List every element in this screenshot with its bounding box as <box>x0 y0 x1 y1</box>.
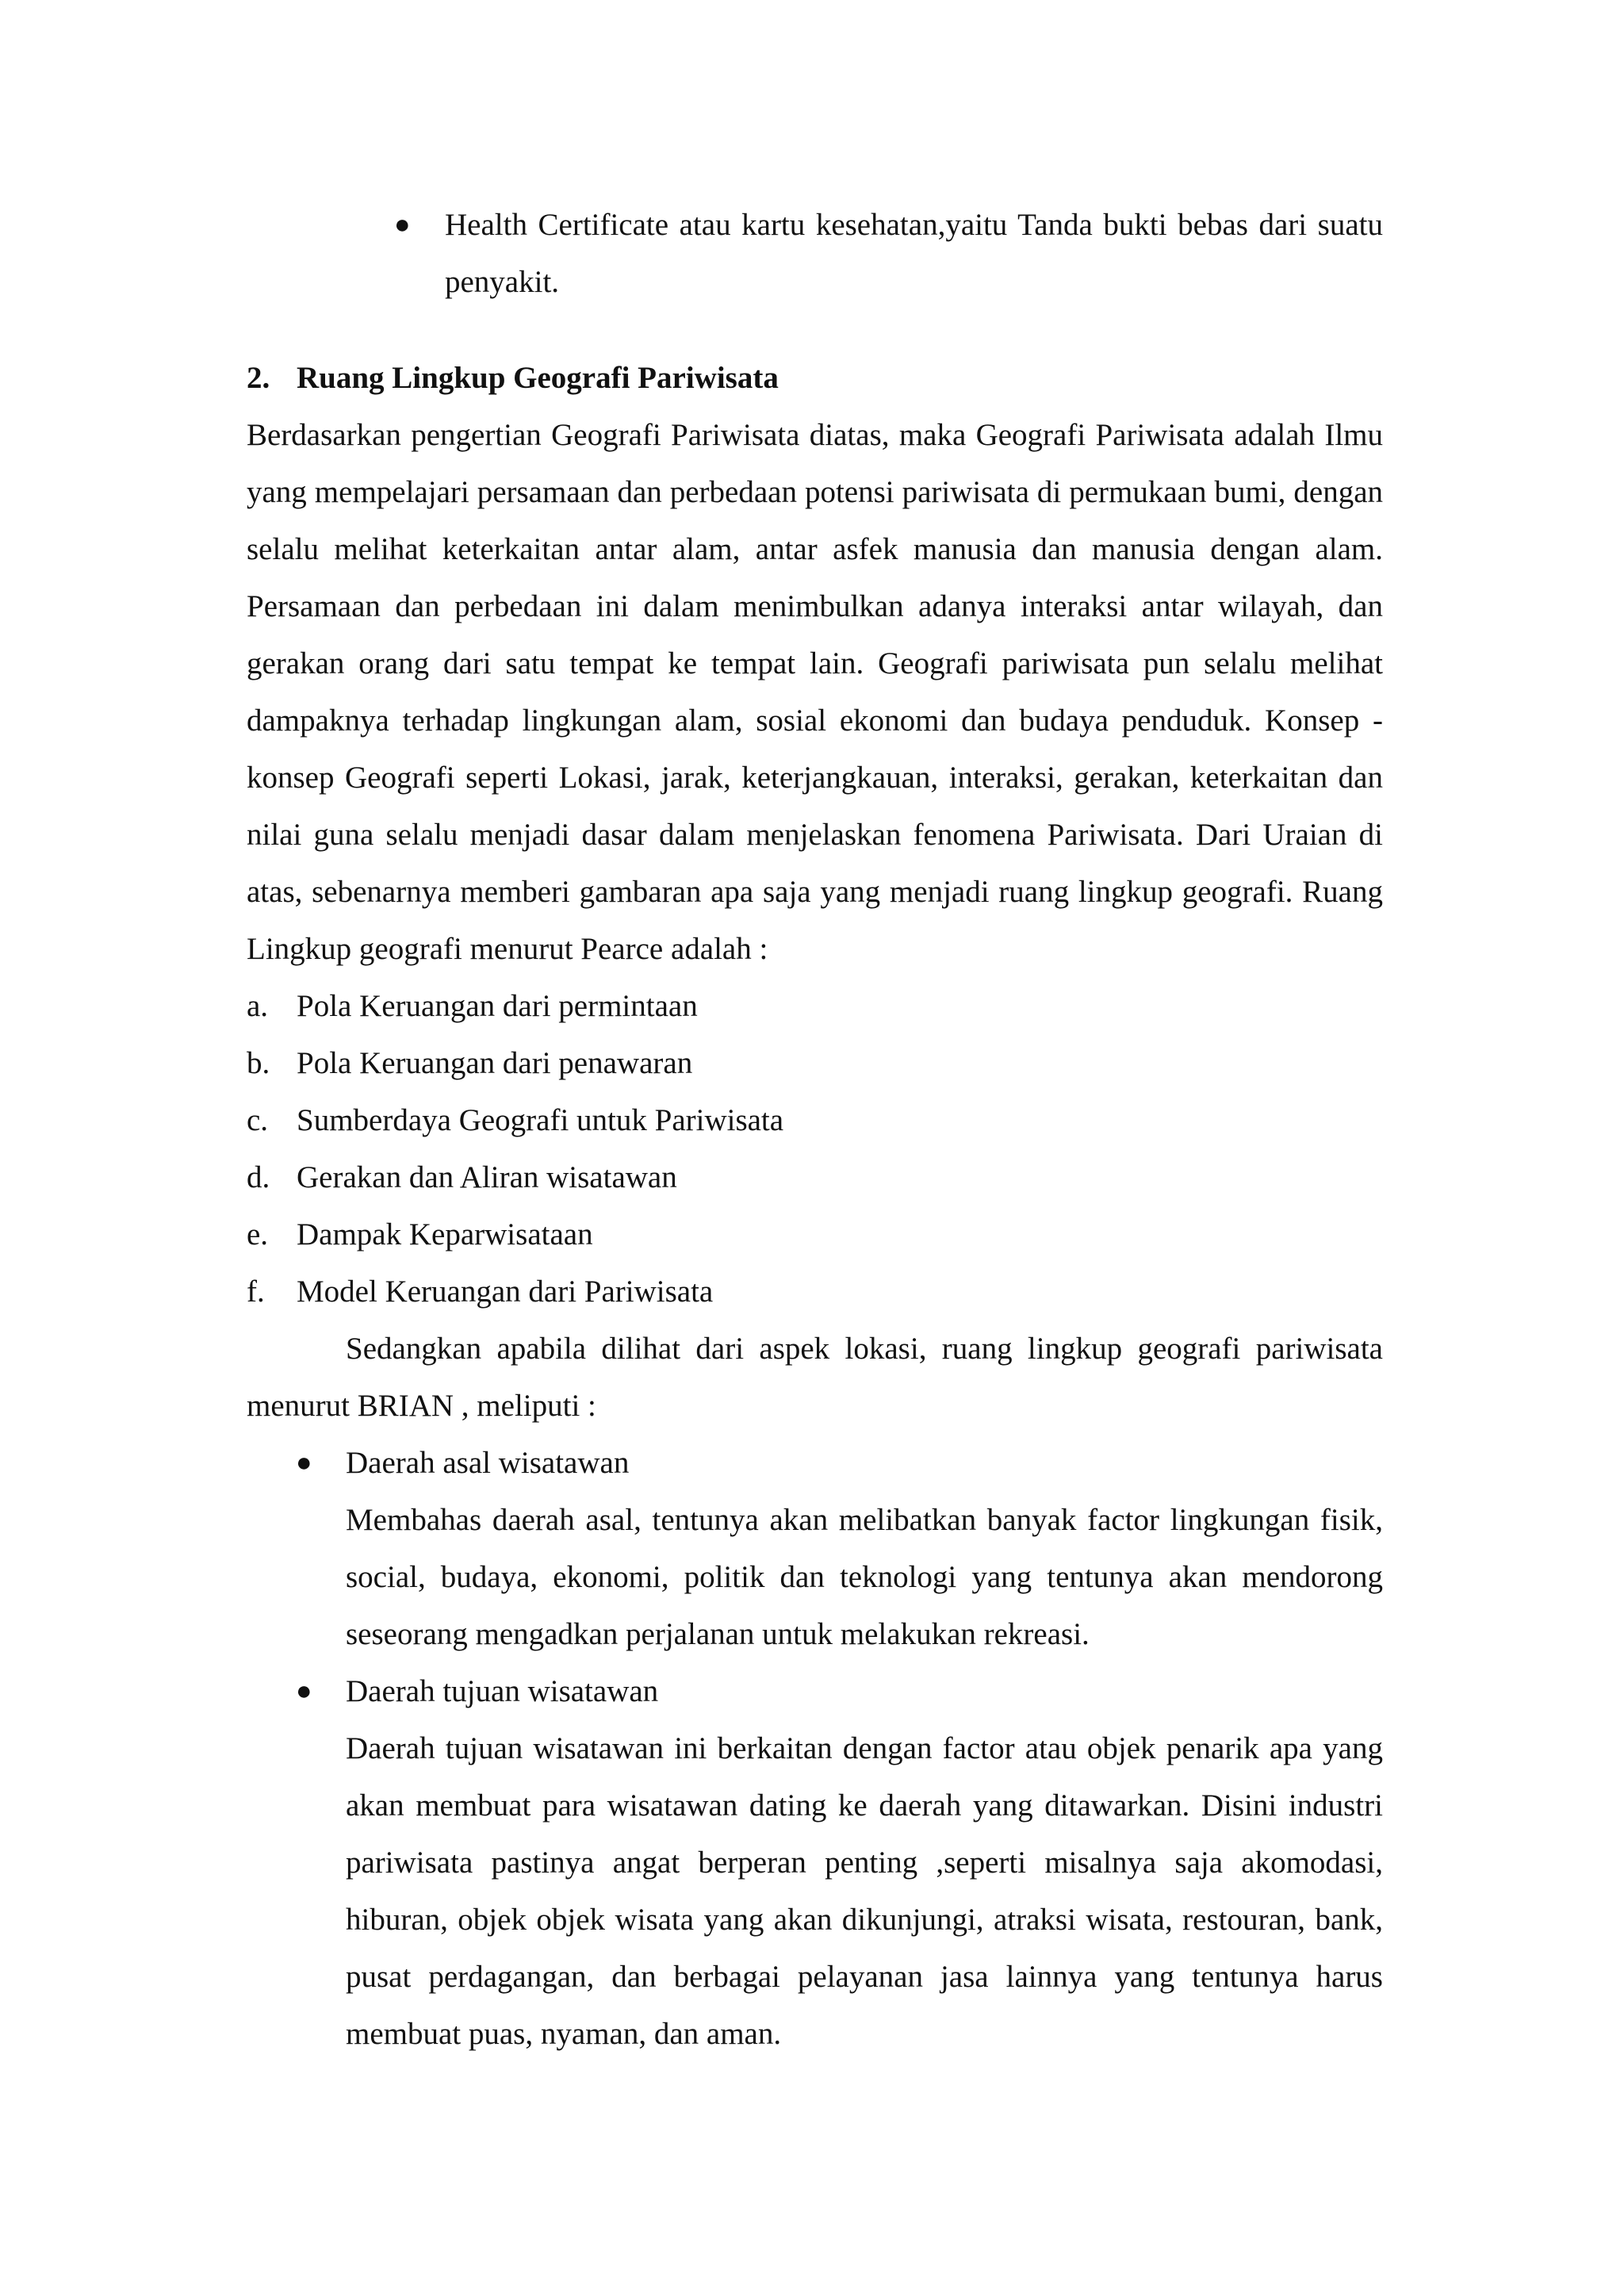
list-item-text: Pola Keruangan dari penawaran <box>297 1046 693 1080</box>
bullet-icon: ● <box>296 1448 312 1478</box>
brian-item-body: Daerah tujuan wisatawan ini berkaitan dengan factor atau objek penarik apa yang akan membuat para wisatawan dating ke daerah yang ditawarkan. Disini industri pariwisata pastinya angat berperan penting ,seperti misalnya saja akomodasi, hiburan, objek objek wisata yang akan dikunjungi, atraksi wisata, restouran, bank, pusat perdagangan, dan berbagai pelayanan jasa lainnya yang tentunya harus membuat puas, nyaman, dan aman. <box>346 1731 1383 2051</box>
bullet-health-certificate <box>247 197 1383 311</box>
section-heading <box>247 350 1383 407</box>
list-item-text: Pola Keruangan dari permintaan <box>297 989 698 1023</box>
list-item <box>247 1035 1383 1092</box>
bullet-health-text: Health Certificate atau kartu kesehatan,yaitu Tanda bukti bebas dari suatu penyakit. <box>445 208 1383 299</box>
list-item-letter: c. <box>247 1103 269 1137</box>
brian-item-body: Membahas daerah asal, tentunya akan melibatkan banyak factor lingkungan fisik, social, budaya, ekonomi, politik dan teknologi yang tentunya akan mendorong seseorang mengadkan perjalanan untuk melakukan rekreasi. <box>346 1503 1383 1651</box>
list-item <box>247 1149 1383 1206</box>
brian-item-title: Daerah tujuan wisatawan <box>346 1674 659 1708</box>
bullet-icon: ● <box>394 210 411 240</box>
list-item-text: Model Keruangan dari Pariwisata <box>297 1274 714 1309</box>
list-item-letter: a. <box>247 989 269 1023</box>
page-content <box>247 197 1383 2063</box>
section-paragraph: Berdasarkan pengertian Geografi Pariwisata diatas, maka Geografi Pariwisata adalah Ilmu yang mempelajari persamaan dan perbedaan potensi pariwisata di permukaan bumi, dengan selalu melihat keterkaitan antar alam, antar asfek manusia dan manusia dengan alam. Persamaan dan perbedaan ini dalam menimbulkan adanya interaksi antar wilayah, dan gerakan orang dari satu tempat ke tempat lain. Geografi pariwisata pun selalu melihat dampaknya terhadap lingkungan alam, sosial ekonomi dan budaya penduduk. Konsep - konsep Geografi seperti Lokasi, jarak, keterjangkauan, interaksi, gerakan, keterkaitan dan nilai guna selalu menjadi dasar dalam menjelaskan fenomena Pariwisata. Dari Uraian di atas, sebenarnya memberi gambaran apa saja yang menjadi ruang lingkup geografi. Ruang Lingkup geografi menurut Pearce adalah : <box>247 418 1383 966</box>
list-item-letter: d. <box>247 1160 270 1194</box>
list-item-letter: b. <box>247 1046 270 1080</box>
list-item <box>247 1263 1383 1320</box>
list-item-text: Sumberdaya Geografi untuk Pariwisata <box>297 1103 784 1137</box>
list-item-text: Gerakan dan Aliran wisatawan <box>297 1160 677 1194</box>
brian-intro-paragraph: Sedangkan apabila dilihat dari aspek lokasi, ruang lingkup geografi pariwisata menurut BRIAN , meliputi : <box>247 1332 1383 1423</box>
list-item <box>247 1206 1383 1263</box>
pearce-list <box>247 978 1383 1320</box>
brian-item-destination <box>247 1663 1383 2063</box>
section-number: 2. <box>247 361 270 395</box>
section-title: Ruang Lingkup Geografi Pariwisata <box>297 361 779 395</box>
list-item-letter: f. <box>247 1274 265 1309</box>
list-item <box>247 978 1383 1035</box>
brian-item-origin <box>247 1435 1383 1663</box>
bullet-icon: ● <box>296 1677 312 1706</box>
brian-item-title: Daerah asal wisatawan <box>346 1446 630 1480</box>
list-item <box>247 1092 1383 1149</box>
list-item-letter: e. <box>247 1217 269 1251</box>
list-item-text: Dampak Keparwisataan <box>297 1217 593 1251</box>
